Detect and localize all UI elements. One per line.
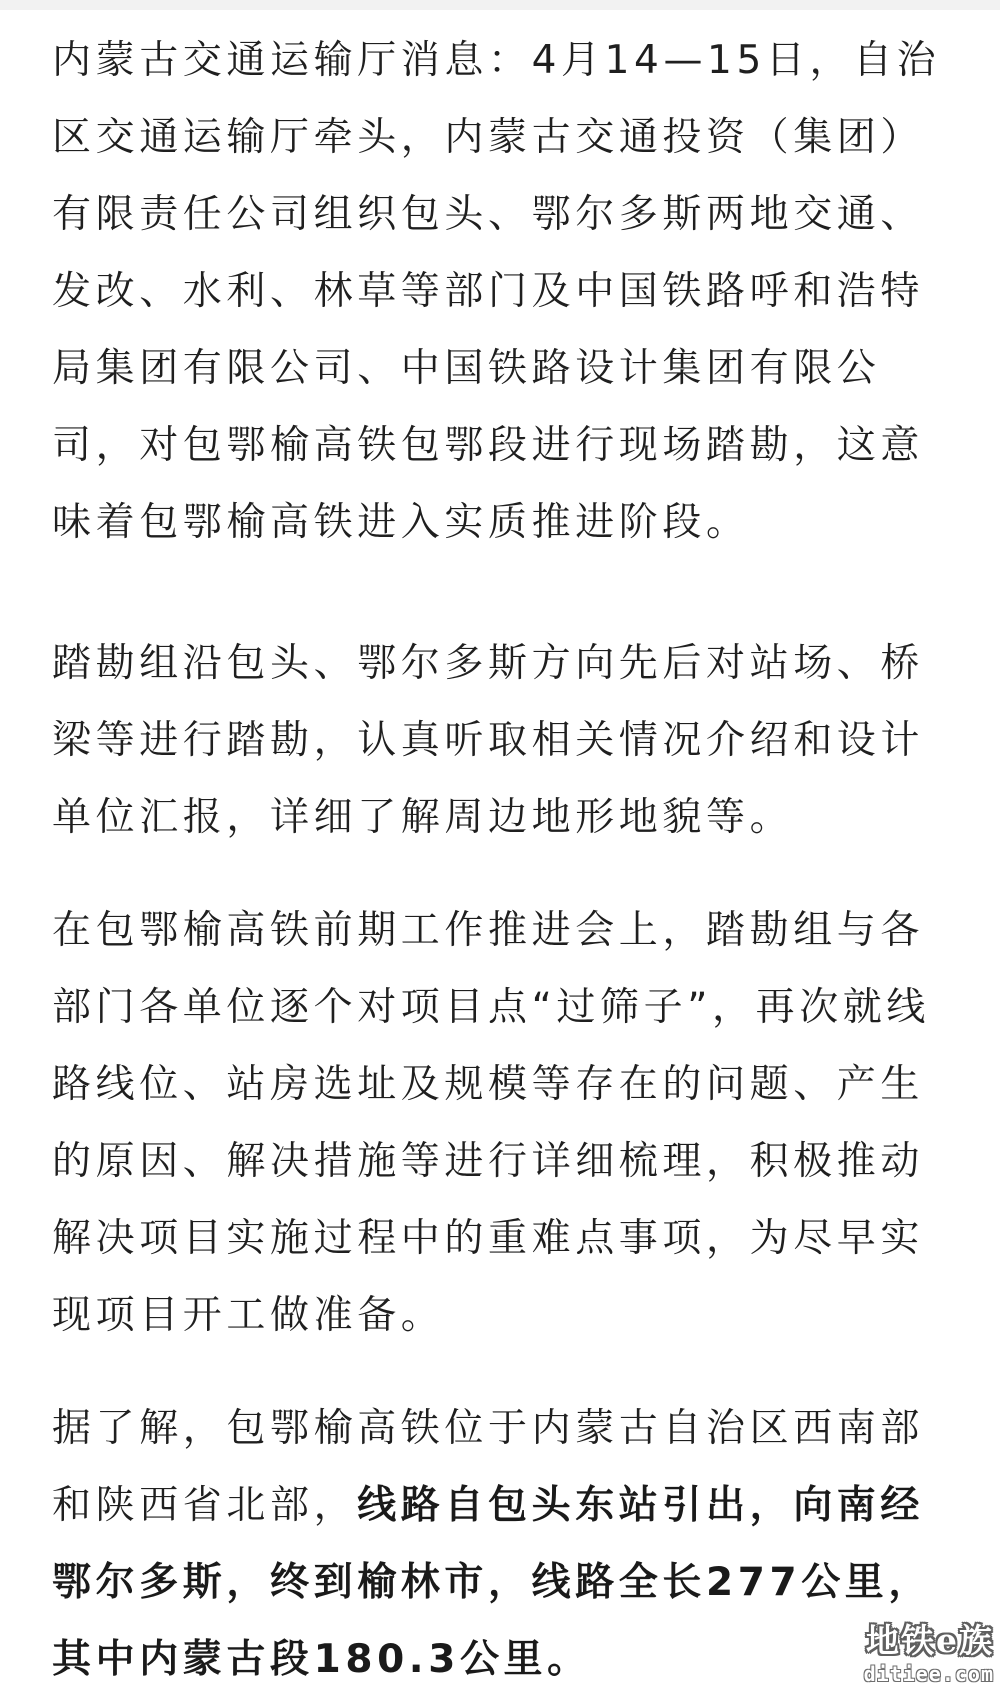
paragraph-4-text: 据了解，包鄂榆高铁位于内蒙古自治区西南部和陕西省北部， — [52, 1406, 925, 1528]
watermark-url: ditiee.com — [863, 1662, 994, 1686]
paragraph-4 — [52, 1390, 952, 1698]
top-divider — [0, 0, 1000, 10]
paragraph-1: 内蒙古交通运输厅消息：4月14—15日，自治区交通运输厅牵头，内蒙古交通投资（集团）有限责任公司组织包头、鄂尔多斯两地交通、发改、水利、林草等部门及中国铁路呼和浩特局集团有限公司、中国铁路设计集团有限公司，对包鄂榆高铁包鄂段进行现场踏勘，这意味着包鄂榆高铁进入实质推进阶段。 — [52, 38, 941, 545]
paragraph-4-bold-text: 线路自包头东站引出，向南经鄂尔多斯，终到榆林市，线路全长277公里，其中内蒙古段180.3公里。 — [52, 1483, 933, 1682]
watermark — [824, 1622, 994, 1698]
paragraph-2: 踏勘组沿包头、鄂尔多斯方向先后对站场、桥梁等进行踏勘，认真听取相关情况介绍和设计单位汇报，详细了解周边地形地貌等。 — [52, 641, 925, 840]
paragraph-3: 在包鄂榆高铁前期工作推进会上，踏勘组与各部门各单位逐个对项目点“过筛子”，再次就线路线位、站房选址及规模等存在的问题、产生的原因、解决措施等进行详细梳理，积极推动解决项目实施过程中的重难点事项，为尽早实现项目开工做准备。 — [52, 908, 931, 1338]
watermark-title: 地铁e族 — [866, 1621, 994, 1660]
article-body — [52, 22, 952, 1698]
